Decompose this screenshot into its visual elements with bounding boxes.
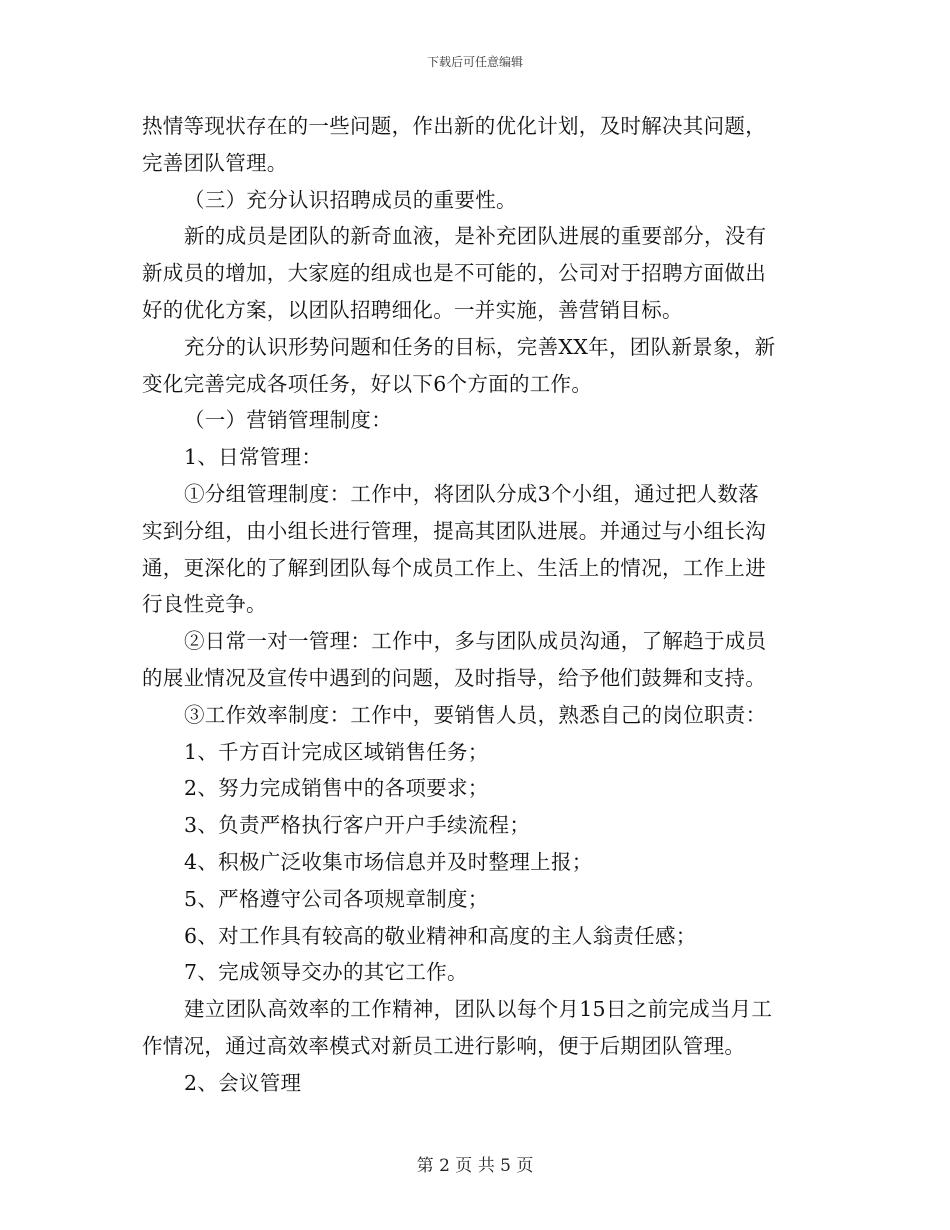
text-line: 作情况，通过高效率模式对新员工进行影响，便于后期团队管理。: [142, 1033, 746, 1058]
text-line: 行良性竞争。: [142, 592, 267, 617]
text-line: 充分的认识形势问题和任务的目标，完善XX年，团队新景象，新: [184, 334, 776, 359]
text-line: 的展业情况及宣传中遇到的问题，及时指导，给予他们鼓舞和支持。: [142, 665, 766, 690]
page-header: 下载后可任意编辑: [426, 55, 523, 69]
text-line: 建立团队高效率的工作精神，团队以每个月15日之前完成当月工: [184, 997, 773, 1022]
text-line: 3、负责严格执行客户开户手续流程；: [184, 813, 531, 838]
text-line: 完善团队管理。: [142, 150, 288, 175]
text-line: 5、严格遵守公司各项规章制度；: [184, 886, 489, 911]
text-line: ③工作效率制度：工作中，要销售人员，熟悉自己的岗位职责：: [184, 702, 767, 727]
text-line: 1、千方百计完成区域销售任务；: [184, 739, 489, 764]
text-line: 1、日常管理：: [184, 445, 323, 470]
text-line: 变化完善完成各项任务，好以下6个方面的工作。: [142, 371, 593, 396]
document-body: [142, 108, 814, 1102]
text-line: 2、会议管理: [184, 1070, 302, 1095]
text-line: 4、积极广泛收集市场信息并及时整理上报；: [184, 849, 593, 874]
text-line: 2、努力完成销售中的各项要求；: [184, 776, 489, 801]
text-line: 7、完成领导交办的其它工作。: [184, 960, 468, 985]
text-line: 通，更深化的了解到团队每个成员工作上、生活上的情况，工作上进: [142, 555, 766, 580]
text-line: 6、对工作具有较高的敬业精神和高度的主人翁责任感；: [184, 923, 697, 948]
text-line: 新成员的增加，大家庭的组成也是不可能的，公司对于招聘方面做出: [142, 261, 766, 286]
text-line: （一）营销管理制度：: [184, 408, 392, 433]
page-footer: 第 2 页 共 5 页: [416, 1156, 534, 1176]
text-line: 热情等现状存在的一些问题，作出新的优化计划，及时解决其问题，: [142, 114, 766, 138]
text-line: 新的成员是团队的新奇血液，是补充团队进展的重要部分，没有: [184, 224, 767, 249]
text-line: 好的优化方案，以团队招聘细化。一并实施，善营销目标。: [142, 297, 683, 322]
text-line: ①分组管理制度：工作中，将团队分成3个小组，通过把人数落: [184, 481, 759, 506]
text-line: （三）充分认识招聘成员的重要性。: [184, 187, 517, 212]
text-line: ②日常一对一管理：工作中，多与团队成员沟通，了解趋于成员: [184, 629, 767, 654]
text-line: 实到分组，由小组长进行管理，提高其团队进展。并通过与小组长沟: [142, 518, 766, 543]
